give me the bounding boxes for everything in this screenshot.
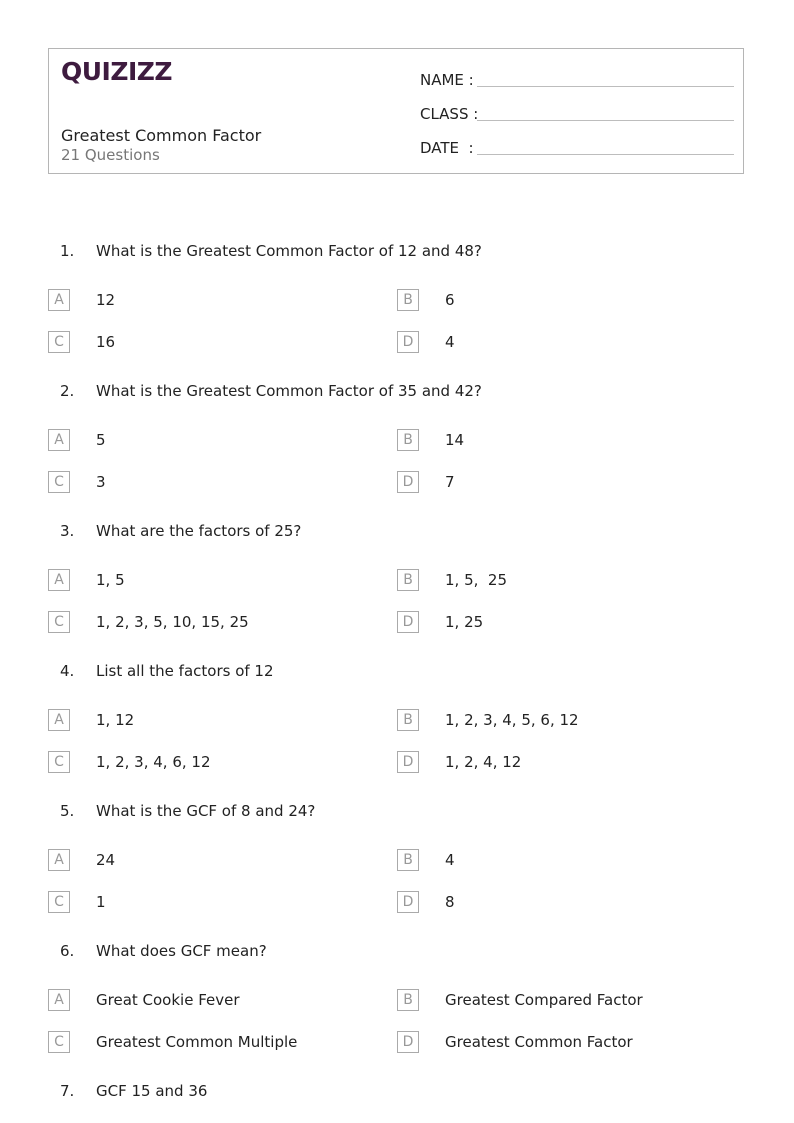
question-number: 7. xyxy=(60,1082,75,1100)
option-letter-box[interactable]: B xyxy=(397,849,419,871)
option-letter-box[interactable]: C xyxy=(48,471,70,493)
option-letter-box[interactable]: A xyxy=(48,709,70,731)
option-text: 5 xyxy=(96,431,106,449)
option-text: 1, 5, 25 xyxy=(445,571,508,589)
option-text: 1 xyxy=(96,893,106,911)
class-label: CLASS : xyxy=(420,105,479,123)
option-letter-box[interactable]: A xyxy=(48,569,70,591)
option-letter-box[interactable]: D xyxy=(397,331,419,353)
option-letter-box[interactable]: B xyxy=(397,709,419,731)
option-letter-box[interactable]: C xyxy=(48,611,70,633)
option-letter-box[interactable]: D xyxy=(397,611,419,633)
option-text: 1, 2, 3, 4, 5, 6, 12 xyxy=(445,711,579,729)
option-text: 4 xyxy=(445,851,455,869)
option-text: 1, 2, 3, 4, 6, 12 xyxy=(96,753,211,771)
option-letter-box[interactable]: C xyxy=(48,751,70,773)
worksheet-header xyxy=(48,48,744,174)
option-text: Great Cookie Fever xyxy=(96,991,240,1009)
option-letter-box[interactable]: A xyxy=(48,989,70,1011)
question-text: What does GCF mean? xyxy=(96,942,267,960)
name-field[interactable] xyxy=(420,67,734,89)
option-letter-box[interactable]: B xyxy=(397,429,419,451)
option-text: 1, 2, 3, 5, 10, 15, 25 xyxy=(96,613,249,631)
option-letter-box[interactable]: C xyxy=(48,331,70,353)
option-text: 1, 5 xyxy=(96,571,125,589)
option-letter-box[interactable]: C xyxy=(48,1031,70,1053)
option-text: Greatest Compared Factor xyxy=(445,991,643,1009)
question-text: What is the GCF of 8 and 24? xyxy=(96,802,316,820)
option-letter-box[interactable]: D xyxy=(397,1031,419,1053)
question-number: 2. xyxy=(60,382,75,400)
option-text: Greatest Common Factor xyxy=(445,1033,633,1051)
option-letter-box[interactable]: B xyxy=(397,989,419,1011)
date-label: DATE : xyxy=(420,139,474,157)
option-text: 16 xyxy=(96,333,116,351)
option-text: 1, 2, 4, 12 xyxy=(445,753,522,771)
worksheet-title: Greatest Common Factor xyxy=(61,126,262,145)
option-letter-box[interactable]: D xyxy=(397,891,419,913)
question-number: 1. xyxy=(60,242,75,260)
option-letter-box[interactable]: A xyxy=(48,429,70,451)
date-field[interactable] xyxy=(420,135,734,157)
option-letter-box[interactable]: C xyxy=(48,891,70,913)
option-letter-box[interactable]: B xyxy=(397,569,419,591)
option-letter-box[interactable]: D xyxy=(397,751,419,773)
name-label: NAME : xyxy=(420,71,474,89)
option-text: 7 xyxy=(445,473,455,491)
question-number: 5. xyxy=(60,802,75,820)
quizizz-logo: QUIZIZZ xyxy=(61,57,173,86)
class-field[interactable] xyxy=(420,101,734,123)
question-text: What are the factors of 25? xyxy=(96,522,302,540)
option-text: Greatest Common Multiple xyxy=(96,1033,298,1051)
option-text: 3 xyxy=(96,473,106,491)
question-number: 6. xyxy=(60,942,75,960)
date-line[interactable] xyxy=(477,153,734,155)
question-text: What is the Greatest Common Factor of 35 and 42? xyxy=(96,382,482,400)
option-letter-box[interactable]: A xyxy=(48,289,70,311)
question-text: GCF 15 and 36 xyxy=(96,1082,208,1100)
question-text: What is the Greatest Common Factor of 12 and 48? xyxy=(96,242,482,260)
name-line[interactable] xyxy=(477,85,734,87)
option-text: 8 xyxy=(445,893,455,911)
option-text: 24 xyxy=(96,851,116,869)
question-number: 4. xyxy=(60,662,75,680)
question-count: 21 Questions xyxy=(61,146,160,164)
option-letter-box[interactable]: B xyxy=(397,289,419,311)
option-letter-box[interactable]: A xyxy=(48,849,70,871)
class-line[interactable] xyxy=(477,119,734,121)
option-text: 1, 12 xyxy=(96,711,135,729)
option-text: 12 xyxy=(96,291,116,309)
option-text: 1, 25 xyxy=(445,613,484,631)
question-number: 3. xyxy=(60,522,75,540)
option-text: 4 xyxy=(445,333,455,351)
option-text: 6 xyxy=(445,291,455,309)
option-letter-box[interactable]: D xyxy=(397,471,419,493)
question-text: List all the factors of 12 xyxy=(96,662,274,680)
option-text: 14 xyxy=(445,431,465,449)
